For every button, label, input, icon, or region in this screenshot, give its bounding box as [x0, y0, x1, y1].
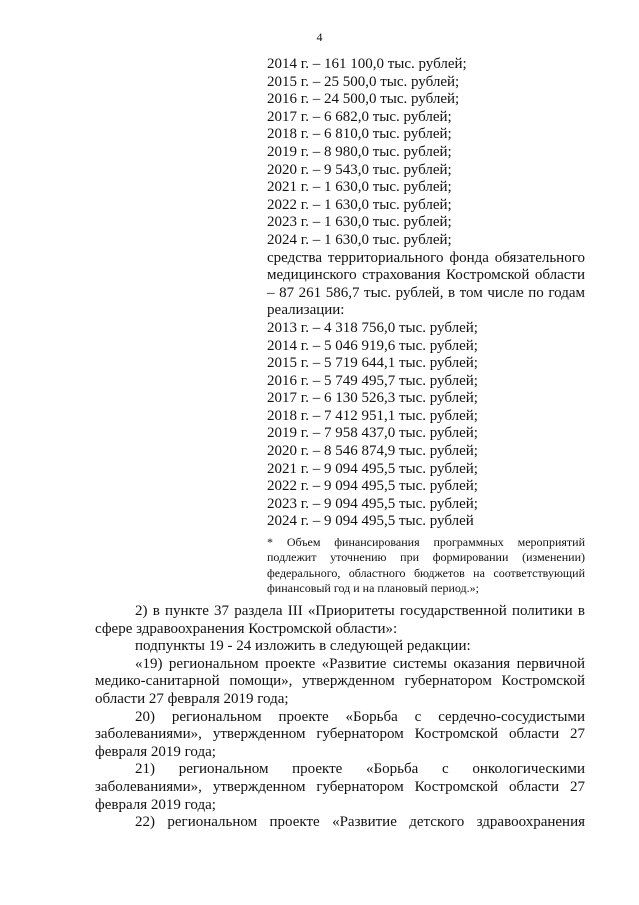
year-line: 2020 г. – 8 546 874,9 тыс. рублей;	[267, 443, 478, 460]
year-line: 2013 г. – 4 318 756,0 тыс. рублей;	[267, 319, 478, 336]
year-line: 2016 г. – 24 500,0 тыс. рублей;	[267, 91, 460, 108]
year-line: 2022 г. – 9 094 495,5 тыс. рублей;	[267, 478, 478, 495]
fund-paragraph: средства территориального фонда обязательного медицинского страхования Костромской области – 87 261 586,7 тыс. рублей, в том числе по годам реализации:	[267, 249, 585, 319]
footnote: * Объем финансирования программных мероприятий подлежит уточнению при формировании (изменении) федерального, областного бюджетов на соответствующий финансовый год и на плановый период.»;	[267, 535, 585, 596]
year-line: 2024 г. – 9 094 495,5 тыс. рублей	[267, 513, 474, 530]
year-line: 2016 г. – 5 749 495,7 тыс. рублей;	[267, 372, 478, 389]
year-line: 2018 г. – 6 810,0 тыс. рублей;	[267, 126, 452, 143]
year-line: 2023 г. – 9 094 495,5 тыс. рублей;	[267, 495, 478, 512]
year-line: 2024 г. – 1 630,0 тыс. рублей;	[267, 231, 452, 248]
paragraph-subitem-19: «19) региональном проекте «Развитие системы оказания первичной медико-санитарной помощи», утвержденном губернатором Костромской области 27 февраля 2019 года;	[95, 655, 585, 707]
year-line: 2019 г. – 8 980,0 тыс. рублей;	[267, 143, 452, 160]
year-line: 2017 г. – 6 682,0 тыс. рублей;	[267, 108, 452, 125]
year-line: 2014 г. – 161 100,0 тыс. рублей;	[267, 56, 467, 72]
paragraph-subitem-20: 20) региональном проекте «Борьба с сердечно-сосудистыми заболеваниями», утвержденном губернатором Костромской области 27 февраля 2019 года;	[95, 708, 585, 760]
financing-column	[267, 56, 585, 597]
year-line: 2022 г. – 1 630,0 тыс. рублей;	[267, 196, 452, 213]
page-number: 4	[316, 30, 323, 44]
document-body	[95, 603, 585, 832]
paragraph-subitem-21: 21) региональном проекте «Борьба с онкологическими заболеваниями», утвержденном губернатором Костромской области 27 февраля 2019 года;	[95, 761, 585, 813]
budget-years-list	[267, 56, 585, 250]
paragraph-subitem-22: 22) региональном проекте «Развитие детского здравоохранения	[135, 814, 585, 831]
year-line: 2015 г. – 5 719 644,1 тыс. рублей;	[267, 355, 478, 372]
year-line: 2018 г. – 7 412 951,1 тыс. рублей;	[267, 407, 478, 424]
year-line: 2019 г. – 7 958 437,0 тыс. рублей;	[267, 425, 478, 442]
year-line: 2014 г. – 5 046 919,6 тыс. рублей;	[267, 337, 478, 354]
year-line: 2021 г. – 1 630,0 тыс. рублей;	[267, 179, 452, 196]
fund-years-list	[267, 320, 585, 531]
year-line: 2015 г. – 25 500,0 тыс. рублей;	[267, 73, 460, 90]
year-line: 2017 г. – 6 130 526,3 тыс. рублей;	[267, 390, 478, 407]
paragraph-subitems-intro: подпункты 19 - 24 изложить в следующей редакции:	[135, 638, 471, 655]
year-line: 2020 г. – 9 543,0 тыс. рублей;	[267, 161, 452, 178]
paragraph-item-2: 2) в пункте 37 раздела III «Приоритеты государственной политики в сфере здравоохранения Костромской области»:	[95, 603, 585, 637]
year-line: 2023 г. – 1 630,0 тыс. рублей;	[267, 214, 452, 231]
year-line: 2021 г. – 9 094 495,5 тыс. рублей;	[267, 460, 478, 477]
